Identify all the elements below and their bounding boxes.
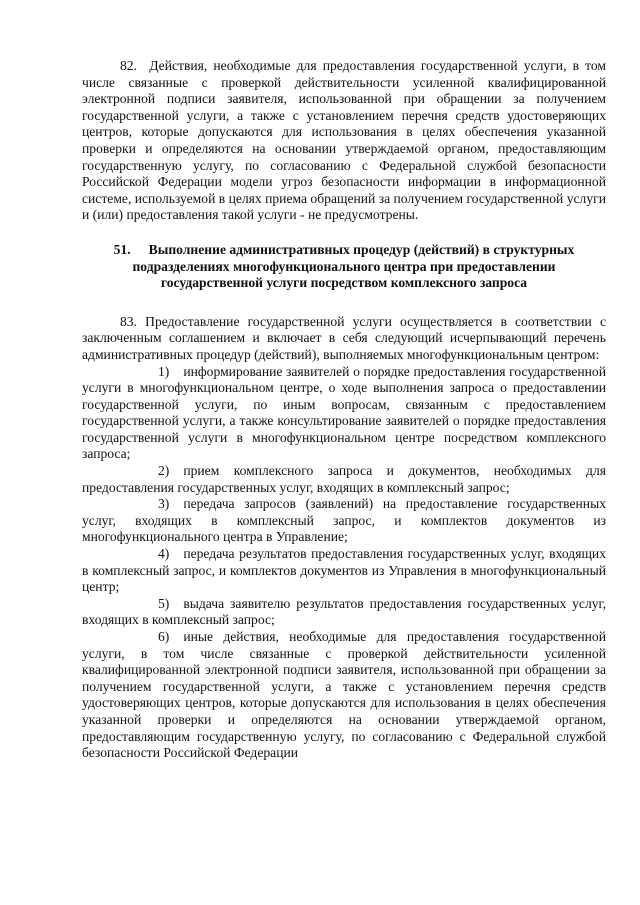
list-item-number: 4) (158, 546, 170, 562)
list-item-text: иные действия, необходимые для предоставления государственной услуги, в том числе связанные с проверкой действительности усиленной квалифицированной электронной подписи заявителя, использованной при обращении за получением государственной услуги, а также с установлением перечня средств удостоверяющих центров, которые допускаются для использования в целях обеспечения указанной проверки и определяются на основании утверждаемой органом, предоставляющим государственную услугу, по согласованию с Федеральной службой безопасности Российской Федерации (82, 629, 606, 761)
list-item (82, 463, 606, 496)
section-51-number: 51. (113, 241, 131, 257)
section-51-heading (82, 242, 606, 292)
list-item-text: прием комплексного запроса и документов, необходимых для предоставления государственных услуг, входящих в комплексный запрос; (82, 463, 606, 495)
list-item-number: 3) (158, 496, 170, 512)
list-item-text: информирование заявителей о порядке предоставления государственной услуги в многофункциональном центре, о ходе выполнения запроса о предоставлении государственной услуги, по иным вопросам, связанным с предоставлением государственной услуги, а также консультирование заявителей о порядке предоставления государственной услуги в многофункциональном центре посредством комплексного запроса; (82, 363, 606, 462)
list-item (82, 596, 606, 629)
paragraph-83 (82, 314, 606, 364)
list-item-text: выдача заявителю результатов предоставления государственных услуг, входящих в комплексный запрос; (82, 595, 606, 628)
list-item-number: 5) (158, 595, 170, 611)
list-item (82, 364, 606, 464)
list-item (82, 546, 606, 596)
paragraph-82-text: Действия, необходимые для предоставления государственной услуги, в том числе связанные с проверкой действительности усиленной квалифицированной электронной подписи заявителя, использованной при обращении за получением государственной услуги, а также с установлением перечня средств удостоверяющих центров, которые допускаются для использования в целях обеспечения указанной проверки и определяются на основании утверждаемой органом, предоставляющим государственную услугу, по согласованию с Федеральной службой безопасности Российской Федерации модели угроз безопасности информации в информационной системе, используемой в целях приема обращений за получением государственной услуги и (или) предоставления такой услуги - не предусмотрены. (82, 58, 607, 223)
list-item-number: 6) (158, 629, 170, 644)
paragraph-82-number: 82. (120, 58, 137, 73)
list-item (82, 629, 606, 762)
paragraph-83-number: 83. (120, 313, 137, 329)
paragraph-83-text: Предоставление государственной услуги осуществляется в соответствии с заключенным соглашением и включает в себя следующий исчерпывающий перечень административных процедур (действий), выполняемых многофункциональным центром: (82, 313, 606, 362)
list-item-text: передача результатов предоставления государственных услуг, входящих в комплексный запрос, и комплектов документов из Управления в многофункциональный центр; (82, 546, 606, 595)
list-item (82, 496, 606, 546)
list-item-text: передача запросов (заявлений) на предоставление государственных услуг, входящих в комплексный запрос, и комплектов документов из многофункционального центра в Управление; (82, 496, 606, 545)
paragraph-82 (82, 58, 606, 224)
document-page (82, 58, 606, 762)
list-item-number: 2) (158, 463, 170, 479)
list-item-number: 1) (158, 363, 170, 379)
section-51-title: Выполнение административных процедур (действий) в структурных подразделениях многофункционального центра при предоставлении государственной услуги посредством комплексного запроса (132, 241, 575, 291)
